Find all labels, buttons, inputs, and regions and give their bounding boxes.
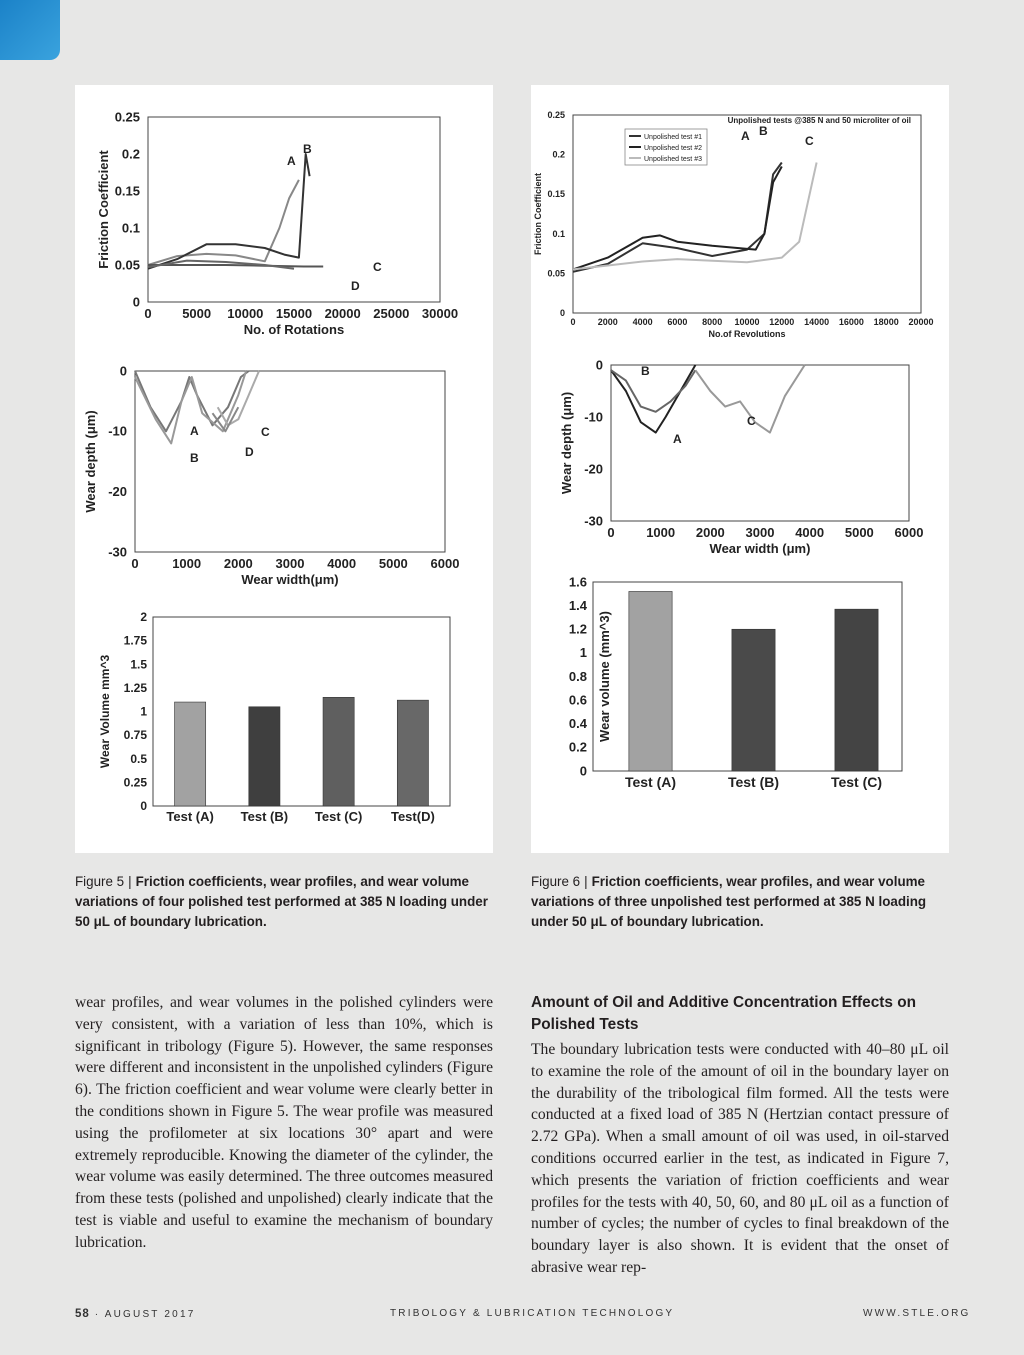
body-paragraph: wear profiles, and wear volumes in the polished cylinders were very consistent, with a variation of less than 10%, which is significant in tribology (Figure 5). However, the same responses were different and inconsistent in the unpolished cylinders (Figure 6). The friction coefficient and wear volume were clearly better in the conditions shown in Figure 5. The wear profile was measured using the profilometer at six locations 30° apart and were extremely reproducible. Knowing the diameter of the cylinder, the wear volume was easily determined. The three outcomes measured from these tests (polished and unpolished) clearly indicate that the test is viable and useful to examine the mechanism of boundary lubrication. xyxy=(75,994,493,1251)
bar-3 xyxy=(323,697,354,806)
figure-6-caption-text: Friction coefficients, wear profiles, and wear volume variations of three unpolished test performed at 385 N loading under 50 μL of boundary lubrication. xyxy=(531,874,927,929)
corner-tab xyxy=(0,0,60,60)
y-tick-label: 1.2 xyxy=(568,621,587,637)
x-tick-label: 0 xyxy=(607,525,615,540)
series-line-3 xyxy=(148,265,323,267)
bar-2 xyxy=(732,629,775,771)
y-tick-label: 0.2 xyxy=(568,739,587,755)
bar-3 xyxy=(835,609,878,771)
x-tick-label: 30000 xyxy=(421,306,459,321)
y-tick-label: 0.4 xyxy=(568,716,587,732)
x-axis-label: Wear width (μm) xyxy=(709,541,811,556)
annotation-label: B xyxy=(641,364,650,378)
y-tick-label: 0.75 xyxy=(123,728,147,743)
x-tick-label: 5000 xyxy=(182,306,212,321)
fig6-wear-volume-chart xyxy=(569,574,902,790)
y-tick-label: -20 xyxy=(584,461,603,477)
x-tick-label: 16000 xyxy=(838,317,864,327)
y-tick-label: 0.15 xyxy=(114,183,140,199)
category-label: Test (C) xyxy=(830,774,883,790)
x-tick-label: 5000 xyxy=(844,525,874,540)
y-tick-label: 1.4 xyxy=(568,597,587,613)
x-tick-label: 0 xyxy=(131,556,139,571)
x-tick-label: 2000 xyxy=(695,525,725,540)
y-tick-label: 1.25 xyxy=(123,680,147,695)
y-tick-label: 0.2 xyxy=(121,146,140,162)
footer-separator: · xyxy=(94,1309,101,1320)
y-tick-label: 2 xyxy=(140,610,147,624)
x-tick-label: 0 xyxy=(570,317,576,327)
y-tick-label: 1.6 xyxy=(568,574,587,590)
x-tick-label: 8000 xyxy=(702,317,723,327)
x-tick-label: 4000 xyxy=(632,317,653,327)
y-tick-label: 0.1 xyxy=(552,228,565,239)
x-tick-label: 15000 xyxy=(275,306,313,321)
annotation-label: A xyxy=(673,432,682,446)
x-tick-label: 2000 xyxy=(597,317,618,327)
legend xyxy=(625,129,707,165)
x-tick-label: 4000 xyxy=(327,556,357,571)
y-tick-label: 0.25 xyxy=(123,775,147,790)
figure-6-charts xyxy=(531,85,949,853)
x-tick-label: 6000 xyxy=(894,525,924,540)
series-line-1 xyxy=(573,163,782,272)
x-tick-label: 10000 xyxy=(227,306,264,321)
section-heading: Amount of Oil and Additive Concentration Effects on Polished Tests xyxy=(531,994,917,1033)
y-tick-label: 0.15 xyxy=(547,189,565,200)
chart-title: Unpolished tests @385 N and 50 microliter of oil xyxy=(727,116,911,125)
y-tick-label: 0.8 xyxy=(568,668,587,684)
figure-5-panel xyxy=(75,85,493,853)
y-tick-label: -30 xyxy=(584,513,603,529)
annotation-label: A xyxy=(287,154,296,168)
y-tick-label: 1.75 xyxy=(123,633,147,648)
bar-2 xyxy=(249,707,280,806)
y-axis-label: Friction Coefficient xyxy=(533,172,543,256)
annotation-label: C xyxy=(373,260,382,274)
x-tick-label: 2000 xyxy=(223,556,253,571)
y-tick-label: -10 xyxy=(108,423,127,439)
y-tick-label: 0.25 xyxy=(114,109,140,125)
page-number: 58 xyxy=(75,1308,90,1320)
x-axis-label: No.of Revolutions xyxy=(708,329,786,339)
x-tick-label: 10000 xyxy=(734,317,760,327)
figure-6-caption xyxy=(531,872,951,932)
caption-divider: | xyxy=(128,874,132,889)
y-axis-label: Wear volume (mm^3) xyxy=(597,611,612,742)
bar-1 xyxy=(629,591,672,771)
y-tick-label: 0 xyxy=(119,363,127,379)
figure-5-charts xyxy=(75,85,493,853)
body-column-left xyxy=(75,992,493,1254)
category-label: Test (C) xyxy=(314,809,363,824)
annotation-label: A xyxy=(190,424,199,438)
footer-left xyxy=(75,1308,195,1320)
category-label: Test(D) xyxy=(390,809,435,824)
y-tick-label: 0 xyxy=(595,357,603,373)
x-tick-label: 6000 xyxy=(667,317,688,327)
y-tick-label: 0 xyxy=(579,763,587,779)
y-tick-label: 1.5 xyxy=(130,657,147,672)
y-tick-label: 0.1 xyxy=(121,220,140,236)
x-tick-label: 4000 xyxy=(795,525,825,540)
x-tick-label: 3000 xyxy=(745,525,775,540)
annotation-label: C xyxy=(747,414,756,428)
series-line-2 xyxy=(611,370,695,412)
y-tick-label: 0 xyxy=(140,799,147,813)
x-tick-label: 12000 xyxy=(769,317,795,327)
x-tick-label: 18000 xyxy=(873,317,899,327)
bar-4 xyxy=(397,700,428,806)
y-tick-label: 0.05 xyxy=(114,257,140,273)
annotation-label: D xyxy=(245,445,254,459)
figure-5-caption-text: Friction coefficients, wear profiles, and wear volume variations of four polished test performed at 385 N loading under 50 μL of boundary lubrication. xyxy=(75,874,488,929)
annotation-label: B xyxy=(303,142,312,156)
y-tick-label: 0.6 xyxy=(568,692,587,708)
annotation-label: B xyxy=(759,124,768,138)
category-label: Test (B) xyxy=(240,809,289,824)
x-tick-label: 5000 xyxy=(378,556,408,571)
figure-6-panel xyxy=(531,85,949,853)
legend-entry: Unpolished test #1 xyxy=(644,134,702,141)
website-link[interactable]: WWW.STLE.ORG xyxy=(863,1308,971,1319)
y-tick-label: 1 xyxy=(579,645,587,661)
series-line-2 xyxy=(573,167,782,270)
y-tick-label: 0.05 xyxy=(547,268,565,279)
bar-1 xyxy=(175,702,206,806)
y-tick-label: -20 xyxy=(108,484,127,499)
x-tick-label: 20000 xyxy=(908,317,934,327)
series-line-1 xyxy=(611,365,695,433)
plot-frame xyxy=(611,365,909,521)
x-tick-label: 1000 xyxy=(646,525,676,540)
series-line-3 xyxy=(218,371,259,425)
annotation-label: D xyxy=(351,279,360,293)
figure-5-caption xyxy=(75,872,495,932)
fig5-friction-chart xyxy=(96,109,458,337)
annotation-label: A xyxy=(741,129,750,143)
y-tick-label: 0 xyxy=(132,294,140,310)
annotation-label: C xyxy=(805,134,814,148)
y-axis-label: Wear depth (μm) xyxy=(559,391,574,495)
plot-frame xyxy=(148,117,440,302)
y-axis-label: Wear Volume mm^3 xyxy=(98,654,112,769)
y-tick-label: 0 xyxy=(559,308,565,318)
y-tick-label: 1 xyxy=(140,704,147,719)
x-tick-label: 6000 xyxy=(430,556,460,571)
fig6-friction-chart xyxy=(533,110,934,339)
y-axis-label: Friction Coefficient xyxy=(96,150,111,269)
x-tick-label: 25000 xyxy=(373,306,410,321)
y-axis-label: Wear depth (μm) xyxy=(83,410,98,513)
body-paragraph: The boundary lubrication tests were conducted with 40–80 μL oil to examine the role of the amount of oil in the boundary layer on the durability of the tribological film formed. All the tests were conducted at a fixed load of 385 N (Hertzian contact pressure of 2.72 GPa). When a small amount of oil was used, in oil-starved conditions occurred earlier in the test, as indicated in Figure 7, which presents the variation of friction coefficients and wear profiles for the tests with 40, 50, 60, and 80 μL oil as a function of number of cycles; the number of cycles to final breakdown of the boundary layer is also shown. It is evident that the onset of abrasive wear rep- xyxy=(531,1041,949,1276)
fig5-wear-depth-chart xyxy=(83,363,459,587)
y-tick-label: 0.5 xyxy=(130,751,147,766)
figure-6-label: Figure 6 xyxy=(531,874,581,889)
y-tick-label: 0.2 xyxy=(552,149,565,160)
y-tick-label: -10 xyxy=(584,409,603,425)
annotation-label: B xyxy=(190,451,199,465)
fig5-wear-volume-chart xyxy=(98,610,450,824)
category-label: Test (B) xyxy=(727,774,780,790)
issue-date: AUGUST 2017 xyxy=(104,1309,196,1320)
annotation-label: C xyxy=(261,425,270,439)
x-tick-label: 20000 xyxy=(324,306,361,321)
figure-5-label: Figure 5 xyxy=(75,874,125,889)
publication-name: TRIBOLOGY & LUBRICATION TECHNOLOGY xyxy=(390,1308,675,1319)
x-tick-label: 0 xyxy=(144,306,152,321)
x-tick-label: 14000 xyxy=(804,317,830,327)
x-axis-label: Wear width(μm) xyxy=(241,572,339,587)
caption-divider: | xyxy=(584,874,588,889)
category-label: Test (A) xyxy=(624,774,677,790)
x-tick-label: 1000 xyxy=(172,556,202,571)
y-tick-label: -30 xyxy=(108,544,127,560)
x-axis-label: No. of Rotations xyxy=(243,322,345,337)
y-tick-label: 0.25 xyxy=(547,110,565,120)
series-line-3 xyxy=(573,163,817,270)
legend-entry: Unpolished test #2 xyxy=(644,145,702,152)
x-tick-label: 3000 xyxy=(275,556,305,571)
legend-entry: Unpolished test #3 xyxy=(644,156,702,163)
body-column-right xyxy=(531,992,949,1279)
category-label: Test (A) xyxy=(166,809,214,824)
fig6-wear-depth-chart xyxy=(559,357,923,556)
